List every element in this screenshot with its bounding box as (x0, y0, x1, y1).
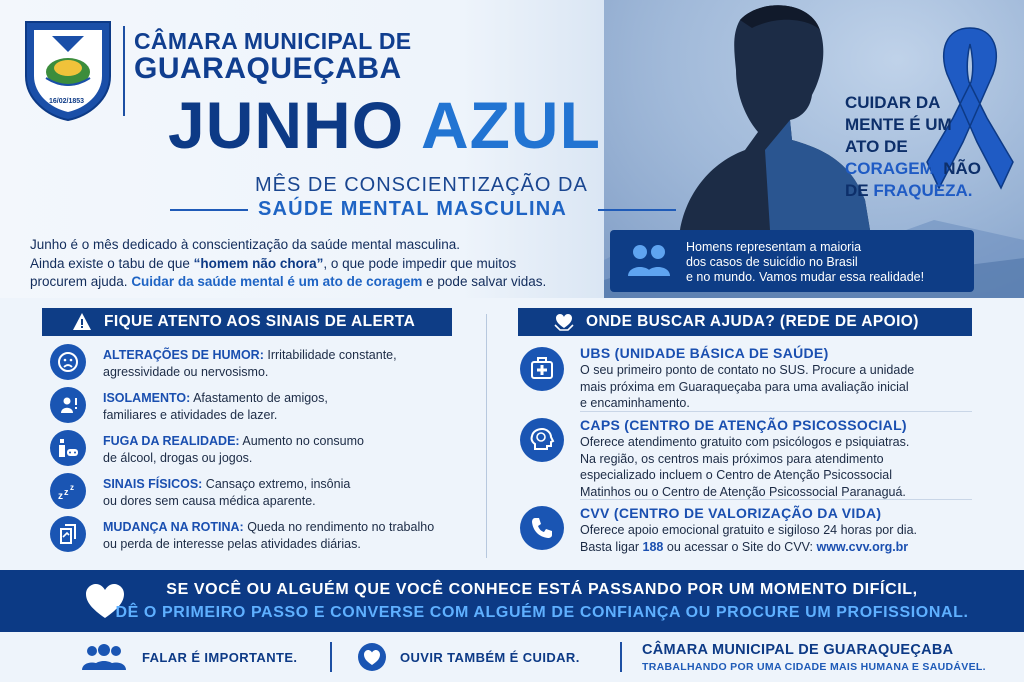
warning-item-2-label: ISOLAMENTO: (103, 391, 191, 405)
warning-item-3-text1: Aumento no consumo (239, 434, 364, 448)
banner-line2: DÊ O PRIMEIRO PASSO E CONVERSE COM ALGUÉM DE CONFIANÇA OU PROCURE UM PROFISSIONAL. (115, 604, 969, 621)
title-part-junho: JUNHO (168, 88, 405, 162)
footer-item-listen: OUVIR TAMBÉM É CUIDAR. (400, 650, 580, 665)
svg-text:z: z (58, 491, 63, 502)
intro-line3-accent: Cuidar da saúde mental é um ato de coragem (131, 274, 423, 289)
footer-tagline: TRABALHANDO POR UMA CIDADE MAIS HUMANA E SAUDÁVEL. (642, 661, 986, 673)
routine-change-icon (57, 523, 79, 545)
warning-item-2-text1: Afastamento de amigos, (190, 391, 328, 405)
warning-item-4 (103, 476, 463, 509)
intro-line2-pre: Ainda existe o tabu de que (30, 255, 194, 271)
warning-item-4-label: SINAIS FÍSICOS: (103, 477, 203, 491)
help-divider-1 (580, 411, 972, 412)
warning-item-icon-2 (50, 387, 86, 423)
warning-item-icon-1 (50, 344, 86, 380)
warning-item-1-text2: agressividade ou nervosismo. (103, 364, 269, 379)
cvv-title: CVV (CENTRO DE VALORIZAÇÃO DA VIDA) (580, 505, 882, 521)
header-divider (123, 26, 125, 116)
intro-line3 (30, 273, 600, 292)
stat-line2: dos casos de suicídio no Brasil (686, 255, 858, 269)
svg-text:z: z (64, 487, 69, 497)
stat-line3: e no mundo. Vamos mudar essa realidade! (686, 270, 925, 284)
org-name-line2: GUARAQUEÇABA (134, 52, 402, 85)
intro-line3-pre: procurem ajuda. (30, 274, 132, 289)
title-part-azul: AZUL (420, 88, 601, 162)
ubs-line2: mais próxima em Guaraqueçaba para uma avaliação inicial (580, 379, 909, 394)
stat-line1: Homens representam a maioria (686, 240, 862, 254)
medical-kit-icon (529, 356, 555, 382)
head-brain-icon (529, 427, 555, 453)
cvv-icon-circle (520, 506, 564, 550)
column-divider (486, 314, 487, 558)
page-title (168, 88, 601, 162)
subtitle-rule-right (598, 209, 676, 211)
caps-line4: Matinhos ou o Centro de Atenção Psicossocial Paranaguá. (580, 484, 906, 499)
caps-description (580, 434, 980, 500)
warning-item-1-label: ALTERAÇÕES DE HUMOR: (103, 348, 264, 362)
warning-item-3-text2: de álcool, drogas ou jogos. (103, 450, 253, 465)
quote-p1: CUIDAR DA MENTE É UM ATO DE (845, 93, 952, 156)
intro-line2-post: , o que pode impedir que muitos (323, 255, 517, 271)
group-people-icon (80, 642, 128, 672)
sad-face-icon (57, 351, 79, 373)
warning-section-heading (42, 308, 452, 336)
warning-item-2 (103, 390, 463, 423)
bottle-gamepad-icon (57, 437, 79, 459)
intro-line2-bold: “homem não chora” (193, 255, 324, 271)
warning-item-4-text1: Cansaço extremo, insônia (202, 477, 351, 491)
quote-p1-highlight: CORAGEM, (845, 159, 939, 178)
footer (0, 632, 1024, 682)
call-to-action-banner (0, 570, 1024, 632)
banner-line1: SE VOCÊ OU ALGUÉM QUE VOCÊ CONHECE ESTÁ PASSANDO POR UM MOMENTO DIFÍCIL, (166, 581, 918, 598)
phone-icon (529, 515, 555, 541)
warning-item-1-text1: Irritabilidade constante, (263, 348, 397, 362)
ubs-line1: O seu primeiro ponto de contato no SUS. Procure a unidade (580, 363, 915, 377)
warning-item-5-text1: Queda no rendimento no trabalho (243, 520, 435, 534)
intro-line1: Junho é o mês dedicado à conscientização da saúde mental masculina. (30, 237, 461, 252)
intro-line3-post: e pode salvar vidas. (422, 274, 547, 289)
quote-text (845, 92, 985, 202)
warning-item-1 (103, 347, 463, 380)
statistic-box (610, 230, 974, 292)
warning-icon (72, 312, 92, 332)
intro-paragraph (30, 236, 600, 292)
intro-line2 (30, 255, 600, 274)
caps-line2: Na região, os centros mais próximos para atendimento (580, 451, 884, 466)
caps-title: CAPS (CENTRO DE ATENÇÃO PSICOSSOCIAL) (580, 417, 907, 433)
municipal-crest-logo (22, 18, 114, 122)
statistic-text (686, 240, 966, 285)
man-silhouette (670, 0, 870, 230)
warning-item-4-text2: ou dores sem causa médica aparente. (103, 493, 316, 508)
org-name-line1: CÂMARA MUNICIPAL DE (134, 28, 412, 54)
cvv-website-link[interactable]: www.cvv.org.br (816, 539, 909, 554)
help-section-heading (518, 308, 972, 336)
footer-divider-2 (620, 642, 622, 672)
caps-icon-circle (520, 418, 564, 462)
warning-item-5-text2: ou perda de interesse pelas atividades diárias. (103, 536, 361, 551)
subtitle-rule-left (170, 209, 248, 211)
cvv-line1: Oferece apoio emocional gratuito e sigiloso 24 horas por dia. (580, 523, 918, 537)
warning-item-5 (103, 519, 483, 552)
warning-heading-text: FIQUE ATENTO AOS SINAIS DE ALERTA (104, 313, 416, 330)
ubs-description (580, 362, 980, 412)
subtitle-line1: MÊS DE CONSCIENTIZAÇÃO DA (255, 174, 588, 196)
warning-item-3 (103, 433, 463, 466)
svg-text:z: z (70, 483, 74, 492)
help-heading-text: ONDE BUSCAR AJUDA? (REDE DE APOIO) (586, 313, 919, 330)
ubs-title: UBS (UNIDADE BÁSICA DE SAÚDE) (580, 345, 829, 361)
hero-section (0, 0, 1024, 300)
ubs-line3: e encaminhamento. (580, 396, 690, 410)
warning-item-5-label: MUDANÇA NA ROTINA: (103, 520, 244, 534)
cvv-line2-mid: ou acessar o Site do CVV: (663, 539, 817, 554)
subtitle-line2: SAÚDE MENTAL MASCULINA (258, 198, 567, 220)
sleep-icon (57, 480, 79, 502)
heart-hands-icon (554, 312, 574, 332)
isolated-person-icon (57, 394, 79, 416)
crest-date: 16/02/1853 (49, 98, 85, 105)
warning-item-icon-3 (50, 430, 86, 466)
warning-item-icon-4 (50, 473, 86, 509)
help-divider-2 (580, 499, 972, 500)
warning-item-2-text2: familiares e atividades de lazer. (103, 407, 278, 422)
caps-line3: especializado incluem o Centro de Atenção Psicossocial (580, 468, 892, 482)
footer-item-talk: FALAR É IMPORTANTE. (142, 650, 298, 665)
footer-org-name: CÂMARA MUNICIPAL DE GUARAQUEÇABA (642, 642, 954, 658)
caps-line1: Oferece atendimento gratuito com psicólogos e psiquiatras. (580, 435, 910, 449)
warning-item-icon-5 (50, 516, 86, 552)
warning-item-3-label: FUGA DA REALIDADE: (103, 434, 240, 448)
footer-divider-1 (330, 642, 332, 672)
cvv-line2-pre: Basta ligar (580, 539, 643, 554)
quote-p2-highlight: FRAQUEZA. (873, 181, 973, 200)
heart-circle-icon (357, 642, 387, 672)
cvv-phone-number: 188 (642, 539, 664, 554)
cvv-description (580, 522, 980, 555)
cvv-line2 (580, 539, 980, 556)
ubs-icon-circle (520, 347, 564, 391)
people-icon (626, 242, 672, 280)
quote-p2: NÃO DE (845, 159, 981, 200)
